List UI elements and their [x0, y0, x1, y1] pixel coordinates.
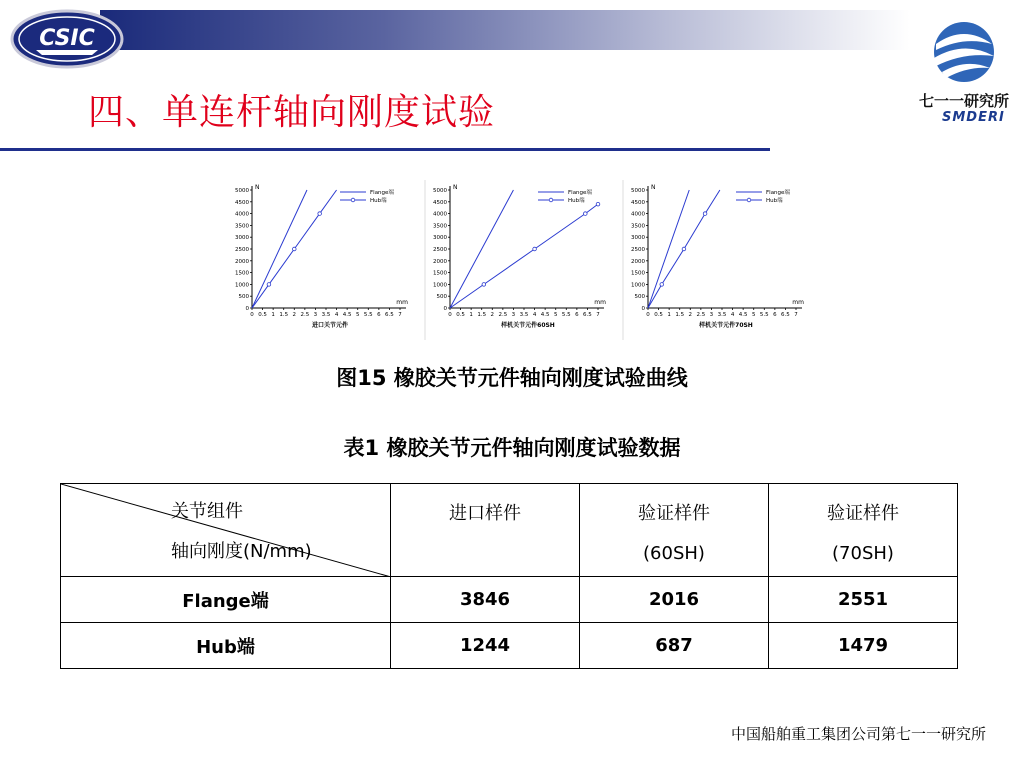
y-axis-label: N: [453, 184, 458, 191]
y-tick-label: 5000: [433, 188, 447, 194]
x-tick-label: 3.5: [717, 312, 727, 318]
x-tick-label: 5.5: [561, 312, 571, 318]
x-tick-label: 0.5: [654, 312, 663, 318]
legend-label: Flange端: [766, 190, 790, 196]
y-axis-label: N: [651, 184, 656, 191]
legend-label: Flange端: [370, 190, 394, 196]
stiffness-table: [60, 483, 958, 669]
x-tick-label: 2: [292, 312, 297, 318]
y-tick-label: 4000: [631, 211, 645, 218]
x-tick-label: 7: [794, 312, 798, 318]
header-70sh-sample: 验证样件 (70SH): [769, 484, 958, 577]
x-tick-label: 2: [688, 312, 693, 318]
y-tick-label: 3000: [235, 235, 249, 242]
y-tick-label: 0: [443, 306, 447, 312]
y-tick-label: 3500: [631, 223, 645, 230]
figure-caption: 图15 橡胶关节元件轴向刚度试验曲线: [336, 366, 688, 390]
cell-value: 2551: [769, 577, 958, 623]
legend-label: Hub端: [766, 198, 783, 204]
y-tick-label: 3500: [433, 223, 447, 230]
y-tick-label: 1500: [433, 270, 447, 277]
header-import-sample: 进口样件: [391, 484, 580, 577]
y-tick-label: 4000: [433, 211, 447, 218]
table-row: [61, 623, 958, 669]
x-tick-label: 7: [398, 312, 402, 318]
x-tick-label: 6.5: [781, 312, 790, 318]
x-tick-label: 0: [250, 312, 254, 318]
y-tick-label: 4500: [433, 199, 447, 206]
x-tick-label: 3.5: [321, 312, 331, 318]
stiffness-chart-70sh: [624, 180, 820, 340]
y-tick-label: 3500: [235, 223, 249, 230]
x-tick-label: 6: [773, 312, 777, 318]
data-point: [292, 247, 296, 251]
institute-name-en: SMDERI: [942, 110, 1005, 125]
chart-strip: [228, 180, 818, 340]
chart-caption: 样机关节元件70SH: [699, 322, 753, 329]
x-tick-label: 6: [377, 312, 381, 318]
x-tick-label: 4.5: [540, 312, 550, 318]
x-tick-label: 4.5: [342, 312, 352, 318]
row-label: Hub端: [61, 623, 391, 669]
y-tick-label: 2500: [631, 247, 645, 253]
legend-label: Hub端: [568, 198, 585, 204]
x-tick-label: 0.5: [456, 312, 465, 318]
y-tick-label: 1500: [235, 270, 249, 277]
y-tick-label: 0: [641, 306, 645, 312]
cell-value: 1479: [769, 623, 958, 669]
footer-organization: 中国船舶重工集团公司第七一一研究所: [730, 725, 986, 743]
chart-caption: 进口关节元件: [311, 322, 349, 329]
x-tick-label: 4: [730, 312, 735, 318]
y-tick-label: 1000: [235, 282, 249, 289]
x-tick-label: 6: [575, 312, 579, 318]
data-point: [482, 283, 486, 287]
legend-marker: [351, 198, 355, 202]
x-tick-label: 3: [709, 312, 714, 318]
stiffness-chart-import: [228, 180, 424, 340]
x-tick-label: 5.5: [759, 312, 769, 318]
x-tick-label: 4: [532, 312, 537, 318]
x-tick-label: 7: [596, 312, 600, 318]
x-tick-label: 5: [553, 312, 558, 318]
y-tick-label: 2500: [235, 247, 249, 253]
data-point: [660, 283, 664, 287]
institute-logo: [912, 14, 1016, 126]
y-tick-label: 2500: [433, 247, 447, 253]
y-tick-label: 0: [245, 306, 249, 312]
y-tick-label: 1000: [631, 282, 645, 289]
x-tick-label: 2.5: [300, 312, 310, 318]
data-point: [267, 283, 271, 287]
x-tick-label: 6.5: [583, 312, 592, 318]
table-caption: 表1 橡胶关节元件轴向刚度试验数据: [343, 436, 681, 460]
x-tick-label: 0.5: [258, 312, 267, 318]
corner-header-cell: [61, 484, 391, 577]
y-tick-label: 1000: [433, 282, 447, 289]
y-tick-label: 1500: [631, 270, 645, 277]
y-tick-label: 3000: [433, 235, 447, 242]
y-tick-label: 5000: [235, 188, 249, 194]
y-tick-label: 500: [238, 294, 249, 301]
cell-value: 687: [580, 623, 769, 669]
x-tick-label: 1: [469, 312, 473, 318]
x-tick-label: 5: [751, 312, 756, 318]
x-tick-label: 2.5: [498, 312, 508, 318]
cell-value: 3846: [391, 577, 580, 623]
x-tick-label: 3: [511, 312, 516, 318]
y-tick-label: 2000: [631, 258, 645, 265]
row-label: Flange端: [61, 577, 391, 623]
y-tick-label: 4500: [235, 199, 249, 206]
x-tick-label: 2: [490, 312, 495, 318]
legend-label: Hub端: [370, 198, 387, 204]
x-tick-label: 3: [313, 312, 318, 318]
x-tick-label: 5.5: [363, 312, 373, 318]
y-tick-label: 2000: [433, 258, 447, 265]
cell-value: 2016: [580, 577, 769, 623]
x-tick-label: 5: [355, 312, 360, 318]
y-tick-label: 2000: [235, 258, 249, 265]
y-tick-label: 500: [634, 294, 645, 301]
corner-label-top: 关节组件: [171, 501, 243, 522]
x-tick-label: 6.5: [385, 312, 394, 318]
x-tick-label: 1: [271, 312, 275, 318]
legend-marker: [549, 198, 553, 202]
table-row: [61, 577, 958, 623]
x-tick-label: 0: [448, 312, 452, 318]
x-tick-label: 3.5: [519, 312, 529, 318]
x-tick-label: 1.5: [477, 312, 487, 318]
institute-name-cn: 七一一研究所: [918, 92, 1009, 110]
legend-marker: [747, 198, 751, 202]
x-tick-label: 1.5: [279, 312, 289, 318]
svg-text:CSIC: CSIC: [39, 26, 95, 51]
data-point: [584, 212, 588, 216]
x-tick-label: 1: [667, 312, 671, 318]
data-point: [682, 247, 686, 251]
corner-label-bottom: 轴向刚度(N/mm): [171, 541, 312, 562]
title-divider: [0, 148, 770, 151]
header-band: [100, 10, 910, 50]
data-point: [533, 247, 537, 251]
csic-logo: [8, 8, 126, 70]
y-axis-label: N: [255, 184, 260, 191]
x-axis-label: mm: [792, 299, 804, 306]
y-tick-label: 5000: [631, 188, 645, 194]
y-tick-label: 3000: [631, 235, 645, 242]
x-axis-label: mm: [594, 299, 606, 306]
header-60sh-sample: 验证样件 (60SH): [580, 484, 769, 577]
data-point: [318, 212, 322, 216]
chart-caption: 样机关节元件60SH: [501, 322, 555, 329]
x-tick-label: 2.5: [696, 312, 706, 318]
x-tick-label: 4.5: [738, 312, 748, 318]
y-tick-label: 500: [436, 294, 447, 301]
cell-value: 1244: [391, 623, 580, 669]
x-tick-label: 1.5: [675, 312, 685, 318]
legend-label: Flange端: [568, 190, 592, 196]
y-tick-label: 4000: [235, 211, 249, 218]
x-tick-label: 0: [646, 312, 650, 318]
data-point: [703, 212, 707, 216]
stiffness-chart-60sh: [426, 180, 622, 340]
x-tick-label: 4: [334, 312, 339, 318]
y-tick-label: 4500: [631, 199, 645, 206]
table-header-row: [61, 484, 958, 577]
x-axis-label: mm: [396, 299, 408, 306]
data-point: [596, 202, 600, 206]
page-title: 四、单连杆轴向刚度试验: [88, 92, 496, 133]
